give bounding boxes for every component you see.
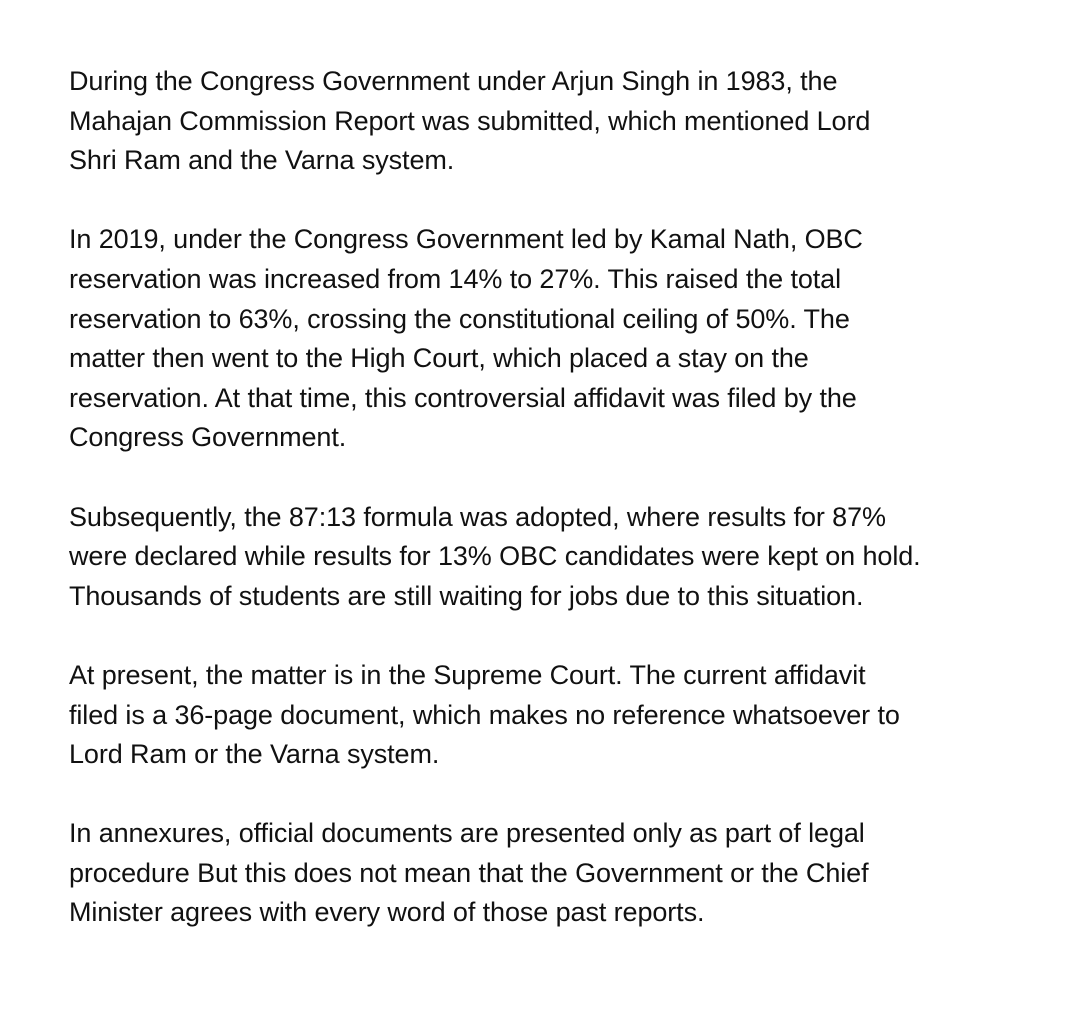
text-line: Minister agrees with every word of those past reports. [69,897,705,928]
paragraph-87-13-formula [69,498,1059,617]
paragraph-annexures [69,814,1059,933]
paragraph-supreme-court-affidavit [69,656,1059,775]
text-line: Congress Government. [69,422,347,453]
text-line: reservation was increased from 14% to 27%. This raised the total [69,263,841,294]
paragraph-1983-mahajan-report [69,62,1059,181]
text-line: filed is a 36-page document, which makes no reference whatsoever to [69,699,900,730]
text-line: procedure But this does not mean that the Government or the Chief [69,857,869,888]
text-line: At present, the matter is in the Supreme Court. The current affidavit [69,659,866,690]
text-line: Subsequently, the 87:13 formula was adopted, where results for 87% [69,501,886,532]
text-line: Mahajan Commission Report was submitted, which mentioned Lord [69,105,871,136]
text-line: Thousands of students are still waiting for jobs due to this situation. [69,580,864,611]
text-line: matter then went to the High Court, which placed a stay on the [69,343,809,374]
paragraph-spacer [69,458,1059,498]
text-line: In annexures, official documents are presented only as part of legal [69,818,865,849]
text-line: Shri Ram and the Varna system. [69,145,455,176]
text-line: Lord Ram or the Varna system. [69,739,440,770]
text-line: were declared while results for 13% OBC candidates were kept on hold. [69,541,921,572]
text-line: reservation to 63%, crossing the constitutional ceiling of 50%. The [69,303,850,334]
paragraph-spacer [69,775,1059,815]
text-line: reservation. At that time, this controversial affidavit was filed by the [69,382,857,413]
paragraph-spacer [69,616,1059,656]
text-line: In 2019, under the Congress Government led by Kamal Nath, OBC [69,224,863,255]
paragraph-spacer [69,181,1059,221]
document-body [69,62,1059,933]
paragraph-2019-obc-reservation [69,220,1059,458]
text-line: During the Congress Government under Arjun Singh in 1983, the [69,66,838,96]
